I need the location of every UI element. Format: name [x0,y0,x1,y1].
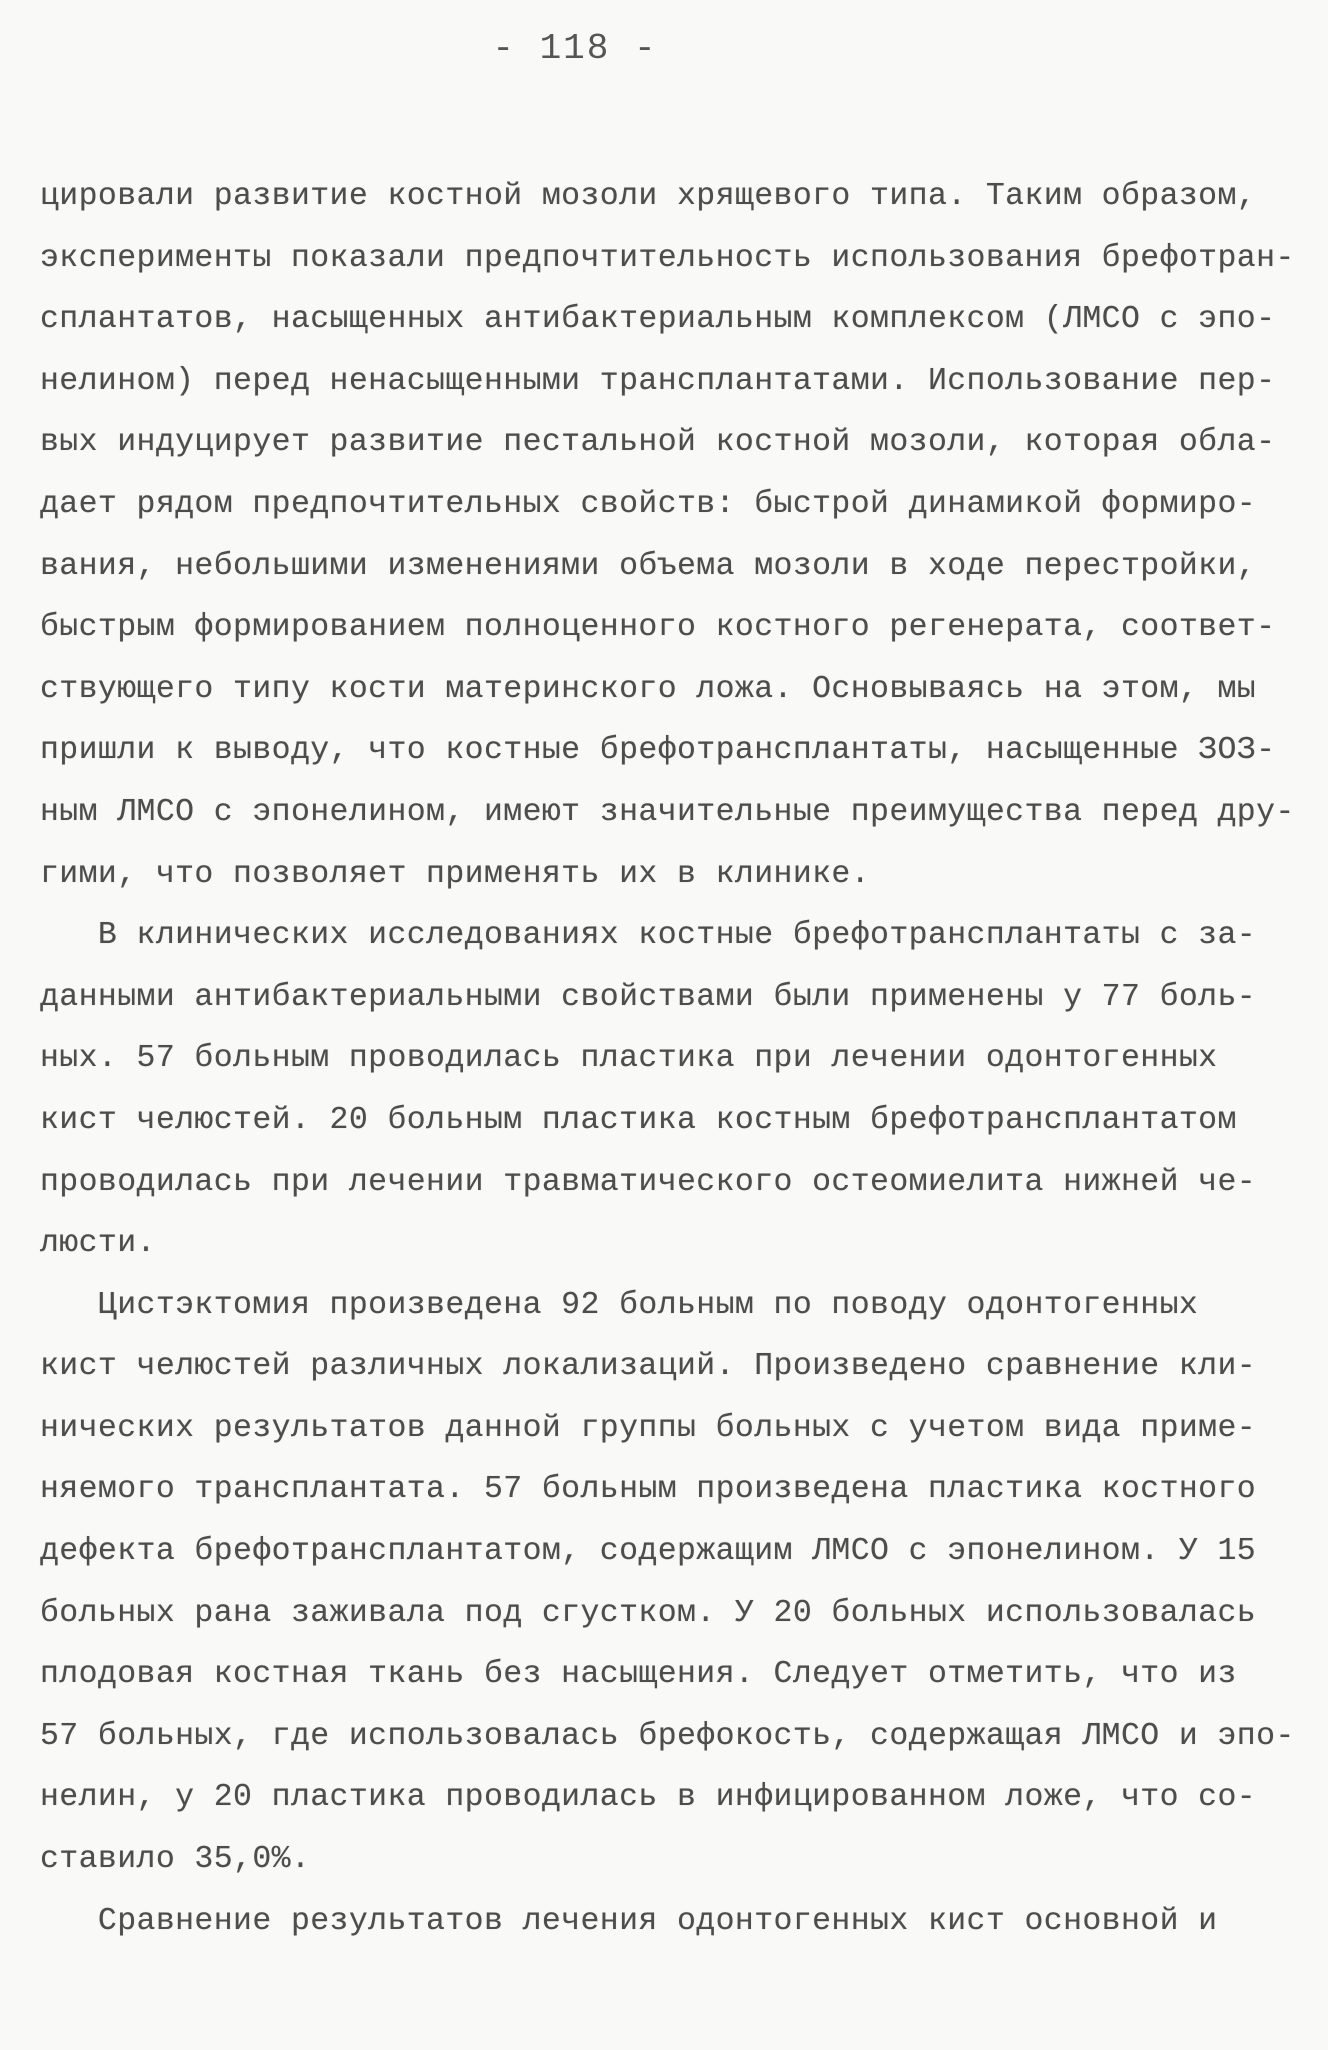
text-line: Цистэктомия произведена 92 больным по поводу одонтогенных [40,1287,1199,1323]
text-line: ставило 35,0%. [40,1842,311,1878]
text-line: ным ЛМСО с эпонелином, имеют значительные преимущества перед дру- [40,794,1295,830]
text-line: больных рана заживала под сгустком. У 20 больных использовалась [40,1595,1257,1631]
text-line: В клинических исследованиях костные брефотрансплантаты с за- [40,918,1257,954]
text-line: эксперименты показали предпочтительность использования брефотран- [40,240,1295,276]
page-number: - 118 - [492,28,658,69]
text-line: пришли к выводу, что костные брефотрансплантаты, насыщенные ЗОЗ- [40,733,1276,769]
text-line: кист челюстей различных локализаций. Произведено сравнение кли- [40,1349,1257,1385]
text-line: проводилась при лечении травматического остеомиелита нижней че- [40,1164,1257,1200]
body-text [40,166,1295,1952]
text-line: ных. 57 больным проводилась пластика при лечении одонтогенных [40,1041,1218,1077]
text-line: нелином) перед ненасыщенными трансплантатами. Использование пер- [40,363,1276,399]
text-line: данными антибактериальными свойствами были применены у 77 боль- [40,979,1257,1015]
text-line: нелин, у 20 пластика проводилась в инфицированном ложе, что со- [40,1780,1257,1816]
text-line: кист челюстей. 20 больным пластика костным брефотрансплантатом [40,1102,1237,1138]
text-line: дает рядом предпочтительных свойств: быстрой динамикой формиро- [40,486,1257,522]
text-line: сплантатов, насыщенных антибактериальным комплексом (ЛМСО с эпо- [40,302,1276,338]
text-line: плодовая костная ткань без насыщения. Следует отметить, что из [40,1657,1237,1693]
text-line: Сравнение результатов лечения одонтогенных кист основной и [40,1903,1218,1939]
text-line: цировали развитие костной мозоли хрящевого типа. Таким образом, [40,179,1257,214]
text-line: дефекта брефотрансплантатом, содержащим ЛМСО с эпонелином. У 15 [40,1534,1257,1570]
text-line: нических результатов данной группы больных с учетом вида приме- [40,1410,1257,1446]
text-line: вания, небольшими изменениями объема мозоли в ходе перестройки, [40,548,1257,584]
text-line: 57 больных, где использовалась брефокость, содержащая ЛМСО и эпо- [40,1718,1295,1754]
text-line: ствующего типу кости материнского ложа. Основываясь на этом, мы [40,671,1257,707]
text-line: няемого трансплантата. 57 больным произведена пластика костного [40,1472,1257,1508]
text-line: люсти. [40,1226,156,1262]
text-line: вых индуцирует развитие пестальной костной мозоли, которая обла- [40,425,1276,461]
text-line: быстрым формированием полноценного костного регенерата, соответ- [40,610,1276,646]
text-line: гими, что позволяет применять их в клинике. [40,856,871,892]
